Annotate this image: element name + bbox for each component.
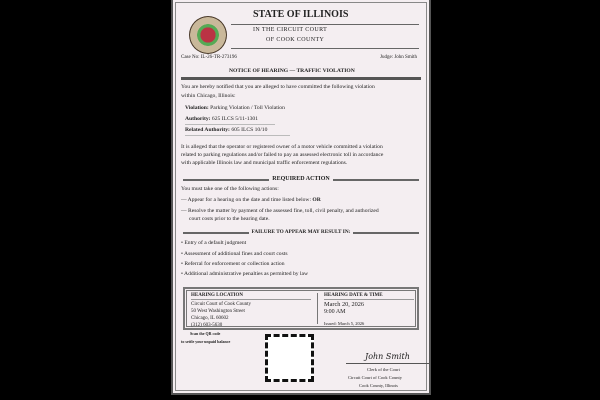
- clerk-title: Clerk of the Court: [367, 367, 400, 372]
- location-line: Chicago, IL 60602: [191, 316, 229, 321]
- failure-heading: FAILURE TO APPEAR MAY RESULT IN:: [183, 229, 419, 235]
- option-appear: — Appear for a hearing on the date and time listed below:: [181, 197, 312, 203]
- related-authority-label: Related Authority:: [185, 127, 230, 133]
- consequence-item: • Additional administrative penalties as permitted by law: [181, 271, 309, 277]
- clerk-place: Cook County, Illinois: [359, 383, 398, 388]
- court-notice-document: [171, 0, 431, 395]
- location-title: HEARING LOCATION: [191, 293, 243, 298]
- hearing-info-box: [183, 287, 419, 330]
- clerk-court: Circuit Court of Cook County: [348, 375, 402, 380]
- judge-name: Judge: John Smith: [380, 55, 417, 60]
- qr-code[interactable]: [265, 334, 314, 382]
- violation-label: Violation:: [185, 105, 209, 111]
- violation-value: Parking Violation / Toll Violation: [210, 105, 285, 111]
- intro-text: You are hereby notified that you are alleged to have committed the following violation: [181, 84, 375, 90]
- hearing-date: March 20, 2026: [324, 301, 365, 308]
- location-line: 50 West Washington Street: [191, 309, 245, 314]
- or-label: OR: [312, 197, 321, 203]
- state-title: STATE OF ILLINOIS: [253, 9, 349, 20]
- allegation-text: with applicable Illinois law and municipal traffic enforcement regulations.: [181, 160, 348, 166]
- required-action-heading: REQUIRED ACTION: [183, 176, 419, 182]
- location-line: Circuit Court of Cook County: [191, 302, 251, 307]
- consequence-item: • Referral for enforcement or collection action: [181, 261, 285, 267]
- case-number: Case No: IL-26-TR-273196: [181, 55, 237, 60]
- option-pay: — Resolve the matter by payment of the assessed fine, toll, civil penalty, and authorized: [181, 208, 379, 214]
- signature: John Smith: [365, 352, 410, 361]
- consequence-item: • Assessment of additional fines and court costs: [181, 251, 288, 257]
- allegation-text: It is alleged that the operator or registered owner of a motor vehicle committed a violation: [181, 144, 383, 150]
- qr-instruction: to settle your unpaid balance: [181, 339, 231, 344]
- court-seal-icon: [189, 16, 227, 54]
- hearing-time: 9:00 AM: [324, 309, 346, 315]
- required-intro: You must take one of the following actions:: [181, 186, 279, 192]
- notice-title: NOTICE OF HEARING — TRAFFIC VIOLATION: [229, 68, 355, 74]
- allegation-text: related to parking regulations and/or failed to pay an assessed electronic toll in accordance: [181, 152, 384, 158]
- court-name: IN THE CIRCUIT COURT: [253, 27, 328, 33]
- issued-date: Issued: March 5, 2026: [324, 321, 365, 326]
- authority-label: Authority:: [185, 116, 211, 122]
- consequence-item: • Entry of a default judgment: [181, 240, 247, 246]
- location-line: (312) 603-5630: [191, 323, 223, 328]
- option-pay: court costs prior to the hearing date.: [189, 216, 270, 222]
- related-authority-value: 605 ILCS 10/10: [231, 127, 268, 133]
- authority-value: 625 ILCS 5/11-1301: [211, 116, 258, 122]
- datetime-title: HEARING DATE & TIME: [324, 293, 383, 298]
- qr-instruction: Scan the QR code: [190, 331, 221, 336]
- intro-text: within Chicago, Illinois:: [181, 93, 236, 99]
- county-name: OF COOK COUNTY: [266, 37, 325, 43]
